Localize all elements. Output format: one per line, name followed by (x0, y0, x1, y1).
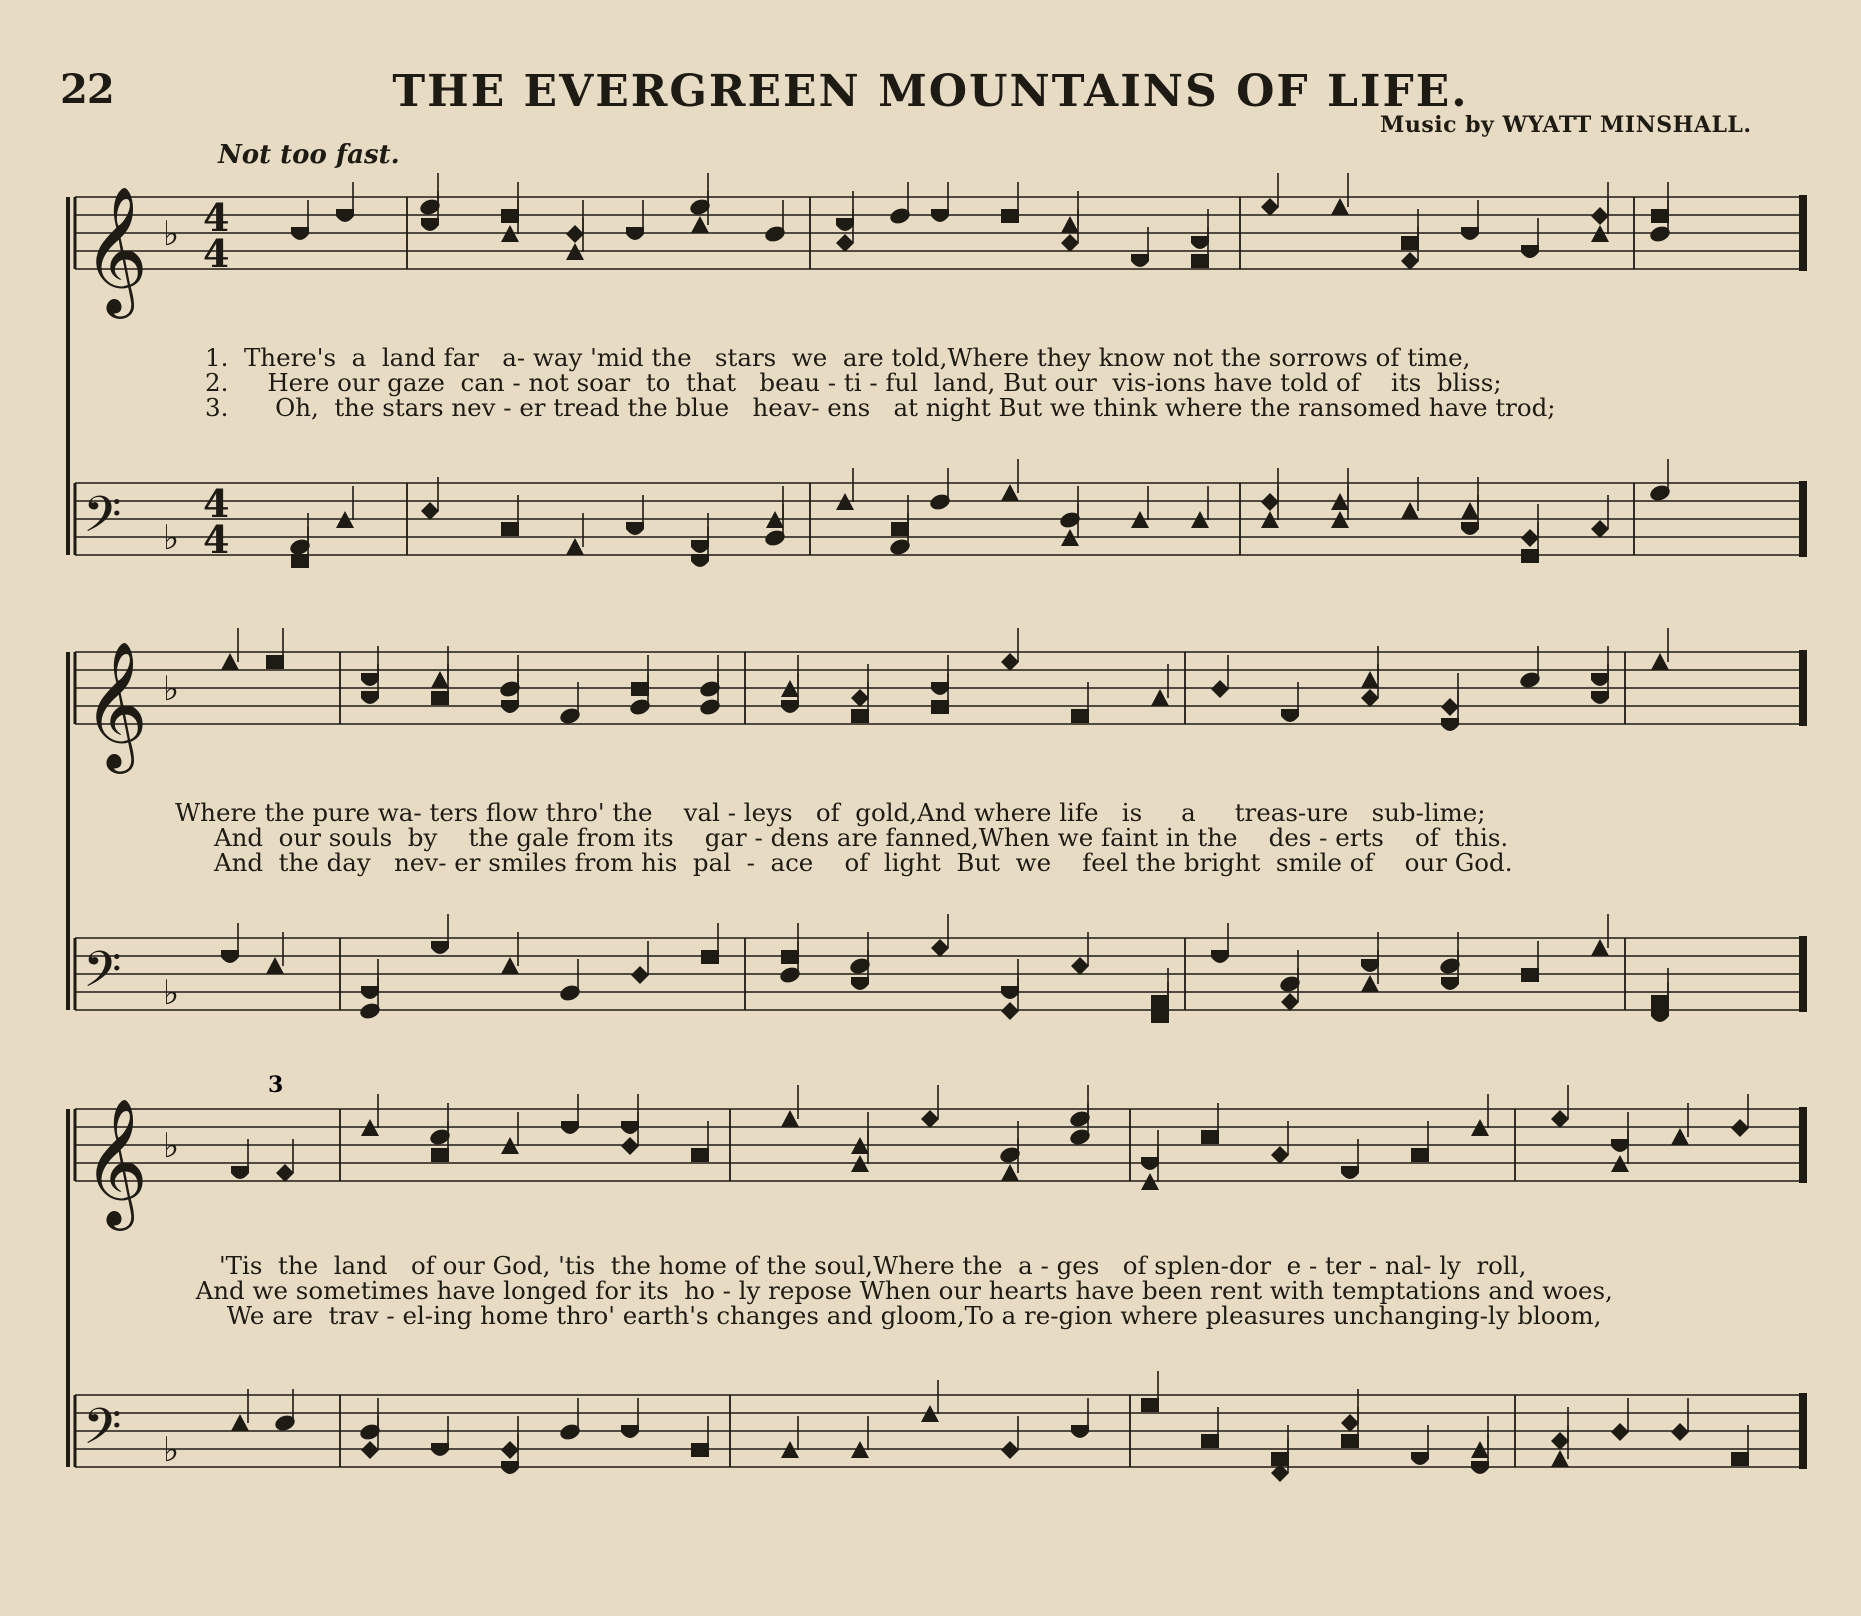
staff (75, 1393, 1807, 1470)
note-head (336, 182, 354, 222)
note-head (931, 655, 949, 695)
note-head (1648, 459, 1672, 503)
staff (75, 481, 1807, 562)
bass-clef-icon: 𝄢 (83, 1398, 122, 1468)
note-head (1071, 1398, 1089, 1438)
staff (75, 185, 1807, 319)
note-head (431, 914, 449, 954)
note-head (1551, 1085, 1569, 1128)
note-head (221, 923, 239, 963)
note-head (1521, 941, 1539, 982)
note-head (928, 468, 952, 512)
note-head (931, 182, 949, 222)
time-sig-bottom: 4 (203, 517, 230, 562)
note-head (763, 200, 787, 244)
flat-key-icon: ♭ (163, 1126, 180, 1166)
note-head (621, 1398, 639, 1438)
note-head (1461, 200, 1479, 240)
lyric-verse-3-line-2: And the day nev- er smiles from his pal - ace of light But we feel the bright smile of our God. (175, 848, 1513, 877)
barline-final (1799, 936, 1807, 1012)
note-head (781, 655, 799, 697)
flat-key-icon: ♭ (163, 518, 180, 558)
note-head (266, 628, 284, 669)
note-head (931, 914, 949, 957)
time-sig-top: 4 (203, 481, 230, 526)
note-head (1471, 1094, 1489, 1136)
note-head (566, 200, 584, 243)
lyric-verse-1-line-1: 1. There's a land far a- way 'mid the stars we are told,Where they know not the sorrows of time, (205, 343, 1471, 372)
bass-clef-icon: 𝄢 (83, 941, 122, 1011)
barline-final (1799, 650, 1807, 726)
note-head (1441, 673, 1459, 716)
flat-key-icon: ♭ (163, 973, 180, 1013)
composer-credit: Music by WYATT MINSHALL. (1380, 112, 1752, 138)
lyric-verse-1-line-2: Where the pure wa- ters flow thro' the val - leys of gold,And where life is a treas-ure sub-lime; (175, 798, 1486, 827)
note-head (921, 1085, 939, 1128)
note-head (1211, 923, 1229, 963)
note-head (558, 1398, 582, 1442)
note-head (1001, 459, 1019, 501)
barline-final (1799, 1393, 1807, 1469)
note-head (1131, 486, 1149, 528)
note-head (1261, 468, 1279, 511)
note-head (1331, 468, 1349, 510)
lyric-verse-2-line-2: And our souls by the gale from its gar - dens are fanned,When we faint in the des - erts of this. (175, 823, 1509, 852)
time-sig-top: 4 (203, 195, 230, 240)
note-head (501, 182, 519, 223)
page-number: 22 (60, 66, 114, 113)
note-head (1671, 1398, 1689, 1441)
note-head (1611, 1398, 1629, 1441)
note-head (1591, 914, 1609, 956)
note-head (221, 628, 239, 670)
note-head (851, 1112, 869, 1154)
lyric-verse-3-line-3: We are trav - el-ing home thro' earth's changes and gloom,To a re-gion where pleasures unchanging-ly bloom, (180, 1301, 1602, 1330)
note-head (558, 959, 582, 1003)
note-head (1331, 173, 1349, 215)
note-head (561, 1094, 579, 1134)
note-head (851, 1416, 869, 1458)
note-head (1591, 182, 1609, 225)
note-head (361, 959, 379, 999)
lyric-verse-2-line-1: 2. Here our gaze can - not soar to that beau - ti - ful land, But our vis-ions have told of its bliss; (205, 368, 1502, 397)
note-head (501, 1112, 519, 1154)
note-head (501, 1416, 519, 1459)
barline-final (1799, 195, 1807, 271)
note-head (631, 655, 649, 696)
barline-final (1799, 1107, 1807, 1183)
note-head (691, 1416, 709, 1457)
note-head (1651, 182, 1669, 223)
note-head (1521, 218, 1539, 258)
note-head (1211, 655, 1229, 698)
note-head (1471, 1416, 1489, 1458)
note-head (1191, 486, 1209, 528)
note-head (781, 1416, 799, 1458)
note-head (621, 1094, 639, 1134)
note-head (836, 468, 854, 510)
note-head (1611, 1112, 1629, 1152)
note-head (1001, 182, 1019, 223)
note-head (1521, 504, 1539, 547)
treble-clef-icon: 𝄞 (83, 185, 149, 313)
triplet-mark: 3 (268, 1072, 284, 1098)
note-head (1141, 1371, 1159, 1412)
barline-final (1799, 481, 1807, 557)
lyric-verse-3-line-1: 3. Oh, the stars nev - er tread the blue heav- ens at night But we think where the ransomed have trod; (205, 393, 1556, 422)
tempo-marking: Not too fast. (218, 140, 400, 170)
note-head (781, 1085, 799, 1127)
lyric-verse-1-line-3: 'Tis the land of our God, 'tis the home of the soul,Where the a - ges of splen-dor e - ter - nal- ly roll, (180, 1251, 1527, 1280)
note-head (431, 1416, 449, 1456)
note-head (291, 200, 309, 240)
flat-key-icon: ♭ (163, 669, 180, 709)
note-head (361, 1094, 379, 1136)
note-head (1001, 1416, 1019, 1459)
note-head (1001, 628, 1019, 671)
note-head (921, 1380, 939, 1422)
time-sig-bottom: 4 (203, 231, 230, 276)
note-head (1651, 628, 1669, 670)
treble-clef-icon: 𝄞 (83, 1097, 149, 1225)
note-head (701, 923, 719, 964)
note-head (1001, 959, 1019, 999)
staff (75, 1097, 1807, 1231)
note-head (766, 486, 784, 528)
lyric-verse-2-line-3: And we sometimes have longed for its ho - ly repose When our hearts have been rent with temptations and woes, (180, 1276, 1613, 1305)
hymn-title: THE EVERGREEN MOUNTAINS OF LIFE. (392, 66, 1469, 117)
note-head (1141, 1130, 1159, 1170)
flat-key-icon: ♭ (163, 1430, 180, 1470)
treble-clef-icon: 𝄞 (83, 640, 149, 768)
note-head (888, 182, 912, 226)
note-head (1261, 173, 1279, 216)
flat-key-icon: ♭ (163, 214, 180, 254)
note-head (631, 941, 649, 984)
note-head (1731, 1094, 1749, 1137)
note-head (626, 200, 644, 240)
note-head (336, 486, 354, 528)
note-head (781, 923, 799, 964)
bass-clef-icon: 𝄢 (83, 486, 122, 556)
